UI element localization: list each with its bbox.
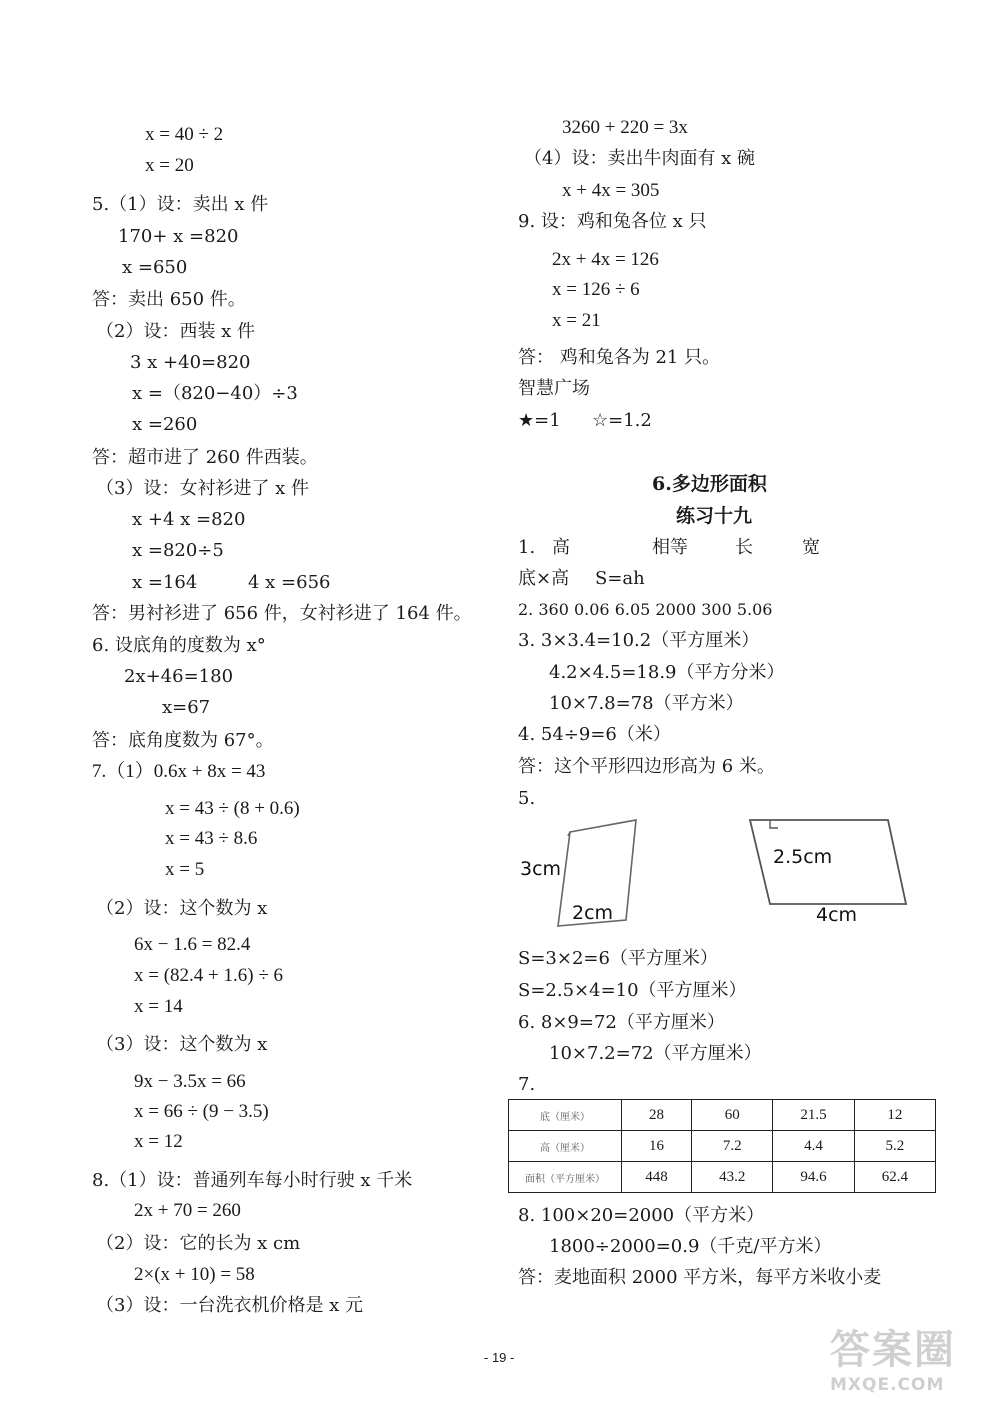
row-header: 底（厘米） [509,1100,622,1131]
blank-answer: 高 [552,537,570,558]
exercise-heading: 练习十九 [676,505,753,527]
answer-line: 答：麦地面积 2000 平方米，每平方米收小麦 [518,1267,882,1288]
height-label-2-5cm: 2.5cm [773,846,833,868]
eq-line: x = 21 [552,310,601,331]
table-cell: 21.5 [773,1100,854,1131]
problem-5-2: （2）设：西装 x 件 [96,321,256,342]
eq-line: 6x − 1.6 = 82.4 [134,934,251,955]
answer-line: 答：男衬衫进了 656 件，女衬衫进了 164 件。 [92,603,472,624]
eq-line: x +4 x =820 [132,509,246,530]
table-cell: 60 [692,1100,773,1131]
table-cell: 7.2 [692,1131,773,1162]
table-cell: 43.2 [692,1162,773,1193]
blank-answer: 宽 [802,537,820,558]
eq-line: x = 66 ÷ (9 − 3.5) [134,1101,269,1122]
problem-7-num: 7. [518,1074,536,1095]
eq-line: 2x + 70 = 260 [134,1200,241,1221]
eq-line: x = 14 [134,996,183,1017]
eq-line: x = 43 ÷ (8 + 0.6) [165,798,300,819]
problem-4: 4. 54÷9=6（米） [518,724,671,745]
table-row [509,1131,936,1162]
problem-8-1: 8.（1）设：普通列车每小时行驶 x 千米 [92,1170,413,1191]
table-cell: 28 [622,1100,692,1131]
eq-line: x = 12 [134,1131,183,1152]
calc-line: 10×7.2=72（平方厘米） [549,1043,762,1064]
eq-line: 4 x =656 [248,572,331,593]
problem-8-3: （3）设：一台洗衣机价格是 x 元 [96,1295,364,1316]
base-label-4cm: 4cm [816,904,858,926]
table-cell: 62.4 [854,1162,935,1193]
eq-line: x =260 [132,414,198,435]
problem-3: 3. 3×3.4=10.2（平方厘米） [518,630,760,651]
watermark-logo [830,1318,990,1400]
blank-answer: 相等 [652,537,688,558]
table-cell: 448 [622,1162,692,1193]
problem-2: 2. 360 0.06 6.05 2000 300 5.06 [518,600,773,619]
eq-line: x = 126 ÷ 6 [552,279,640,300]
star-answer: ★=1 [518,410,561,431]
eq-line: x =650 [122,257,188,278]
eq-line: 9x − 3.5x = 66 [134,1071,246,1092]
area-table [508,1099,936,1193]
eq-line: x = 20 [145,155,194,176]
eq-line: 3260 + 220 = 3x [562,117,688,138]
table-cell: 5.2 [854,1131,935,1162]
eq-line: x = 43 ÷ 8.6 [165,828,258,849]
answer-line: 答：超市进了 260 件西装。 [92,447,318,468]
answer-line: 答： 鸡和兔各为 21 只。 [518,347,721,368]
problem-7-3: （3）设：这个数为 x [96,1034,268,1055]
row-header: 面积（平方厘米） [509,1162,622,1193]
area-calc-line: S=3×2=6（平方厘米） [518,948,718,969]
watermark-text: 答案圈 [830,1327,956,1373]
height-label-3cm: 3cm [520,858,562,880]
answer-line: 答：这个平形四边形高为 6 米。 [518,756,775,777]
formula: S=ah [595,568,645,589]
eq-line: 2×(x + 10) = 58 [134,1264,255,1285]
area-calc-line: S=2.5×4=10（平方厘米） [518,980,747,1001]
eq-line: 170+ x =820 [118,226,239,247]
row-header: 高（厘米） [509,1131,622,1162]
problem-1-num: 1. [518,537,536,558]
calc-line: 1800÷2000=0.9（千克/平方米） [549,1236,832,1257]
eq-line: x =820÷5 [132,540,224,561]
eq-line: x =164 [132,572,198,593]
problem-8-right: 8. 100×20=2000（平方米） [518,1205,765,1226]
problem-5-3: （3）设：女衬衫进了 x 件 [96,478,310,499]
table-cell: 94.6 [773,1162,854,1193]
problem-7-2: （2）设：这个数为 x [96,898,268,919]
calc-line: 4.2×4.5=18.9（平方分米） [549,662,785,683]
problem-5-num: 5. [518,788,536,809]
blank-answer: 底×高 [518,568,570,589]
problem-6: 6. 设底角的度数为 x° [92,635,266,656]
problem-8-2: （2）设：它的长为 x cm [96,1233,301,1254]
page-number: - 19 - [484,1350,515,1365]
chapter-heading: 6.多边形面积 [652,473,767,495]
problem-9: 9. 设：鸡和兔各位 x 只 [518,211,707,232]
eq-line: x = 40 ÷ 2 [145,124,224,145]
table-row [509,1100,936,1131]
eq-line: x + 4x = 305 [562,180,660,201]
watermark-url: MXQE.COM [830,1375,945,1395]
table-cell: 16 [622,1131,692,1162]
problem-8-4: （4）设：卖出牛肉面有 x 碗 [524,148,756,169]
calc-line: 10×7.8=78（平方米） [549,693,744,714]
eq-line: x=67 [162,697,211,718]
eq-line: 3 x +40=820 [130,352,251,373]
eq-line: 2x + 4x = 126 [552,249,659,270]
eq-line: x =（820−40）÷3 [132,383,298,404]
table-cell: 12 [854,1100,935,1131]
table-cell: 4.4 [773,1131,854,1162]
eq-line: x = 5 [165,859,205,880]
eq-line: 2x+46=180 [124,666,234,687]
problem-6-right: 6. 8×9=72（平方厘米） [518,1012,725,1033]
answer-line: 答：底角度数为 67°。 [92,730,274,751]
section-smart-square: 智慧广场 [518,378,590,399]
answer-line: 答：卖出 650 件。 [92,289,246,310]
eq-line: x = (82.4 + 1.6) ÷ 6 [134,965,284,986]
problem-5-1: 5.（1）设：卖出 x 件 [92,194,269,215]
blank-answer: 长 [735,537,753,558]
base-label-2cm: 2cm [572,902,614,924]
hollow-star-answer: ☆=1.2 [592,410,652,431]
problem-7-1: 7.（1）0.6x + 8x = 43 [92,761,266,782]
table-row [509,1162,936,1193]
